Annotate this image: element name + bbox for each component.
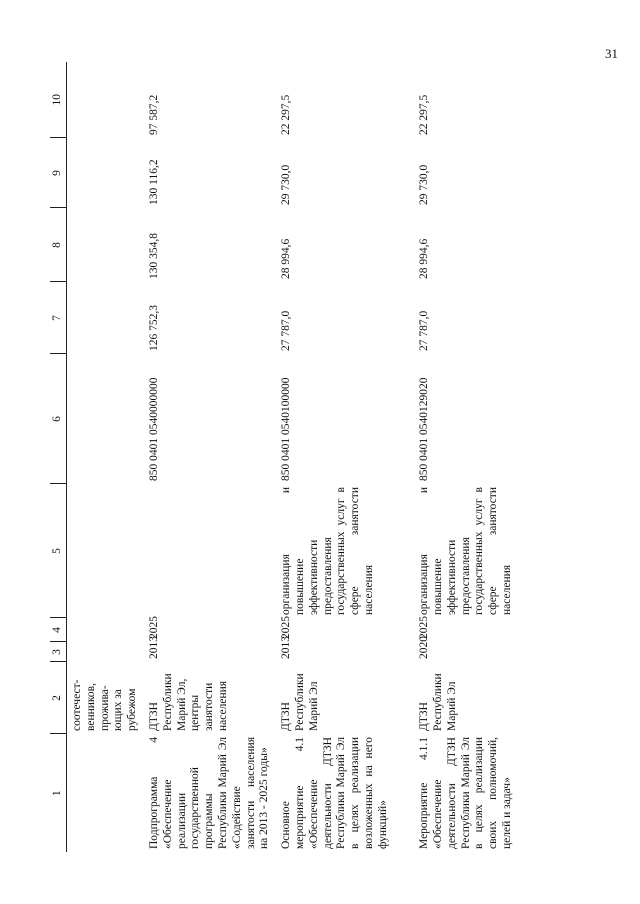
cell-budget-code: 850 0401 0540100000: [280, 377, 293, 481]
cell-end-year: [67, 618, 144, 642]
cell-name: Подпрограмма 4 «Обеспечение реализации государственной программы Республики Марий Эл «Содействие занятости населения на 2013 - 2025 годы»: [147, 737, 271, 849]
cell-start-year: 2013: [147, 636, 160, 659]
cell-value-8: 28 994,6: [280, 238, 293, 279]
table-row: [414, 62, 552, 852]
col-header-8: 8: [50, 208, 67, 282]
cell-result: организация и повышение эффективности предоставления государственных услуг в сфере занятости населения: [418, 487, 513, 615]
cell-result: [67, 484, 144, 618]
cell-name: Основное мероприятие 4.1 «Обеспечение деятельности ДТЗН Республики Марий Эл в целях реализации возложенных на него функций»: [280, 737, 389, 849]
col-header-10: 10: [50, 62, 67, 138]
col-header-1: 1: [50, 734, 67, 852]
table-row: [67, 62, 144, 852]
col-header-3: 3: [50, 642, 67, 662]
page-number: 31: [605, 46, 618, 61]
table-row: [144, 62, 276, 852]
cell-value-7: [67, 282, 144, 354]
cell-executor: ДТЗН Республики Марий Эл, центры занятости населения: [147, 673, 229, 731]
col-header-2: 2: [50, 662, 67, 734]
rotated-table-container: [50, 62, 570, 852]
cell-value-9: 29 730,0: [418, 164, 431, 205]
program-table: [50, 62, 552, 852]
cell-value-8: 28 994,6: [418, 238, 431, 279]
cell-value-10: 97 587,2: [147, 94, 160, 135]
cell-value-10: 22 297,5: [418, 94, 431, 135]
cell-end-year: 2025: [418, 616, 431, 639]
cell-result: [144, 484, 276, 618]
col-header-4: 4: [50, 618, 67, 642]
cell-start-year: 2020: [418, 636, 431, 659]
cell-budget-code: [67, 354, 144, 484]
cell-value-8: [67, 208, 144, 282]
cell-value-7: 27 787,0: [280, 310, 293, 351]
col-header-9: 9: [50, 138, 67, 208]
cell-result: организация и повышение эффективности предоставления государственных услуг в сфере занятости населения: [280, 487, 375, 615]
cell-budget-code: 850 0401 0540000000: [147, 377, 160, 481]
cell-executor: ДТЗН Республики Марий Эл: [280, 673, 320, 731]
cell-end-year: 2025: [147, 616, 160, 639]
col-header-7: 7: [50, 282, 67, 354]
cell-value-10: 22 297,5: [280, 94, 293, 135]
cell-executor: соотечест-венников, прожива-ющих за рубежом: [71, 679, 139, 731]
cell-name: [67, 734, 144, 852]
col-header-6: 6: [50, 354, 67, 484]
cell-value-8: 130 354,8: [147, 233, 160, 279]
cell-value-9: [67, 138, 144, 208]
cell-value-9: 29 730,0: [280, 164, 293, 205]
column-number-row: [50, 62, 67, 852]
cell-start-year: [67, 642, 144, 662]
col-header-5: 5: [50, 484, 67, 618]
cell-end-year: 2025: [280, 616, 293, 639]
cell-start-year: 2013: [280, 636, 293, 659]
cell-value-7: 27 787,0: [418, 310, 431, 351]
cell-value-7: 126 752,3: [147, 305, 160, 351]
cell-value-9: 130 116,2: [147, 159, 160, 205]
cell-executor: ДТЗН Республики Марий Эл: [418, 673, 458, 731]
table-row: [276, 62, 414, 852]
cell-value-10: [67, 62, 144, 138]
cell-budget-code: 850 0401 0540129020: [418, 377, 431, 481]
cell-name: Мероприятие 4.1.1 «Обеспечение деятельности ДТЗН Республики Марий Эл в целях реализации своих полномочий, целей и задач»: [418, 737, 513, 849]
